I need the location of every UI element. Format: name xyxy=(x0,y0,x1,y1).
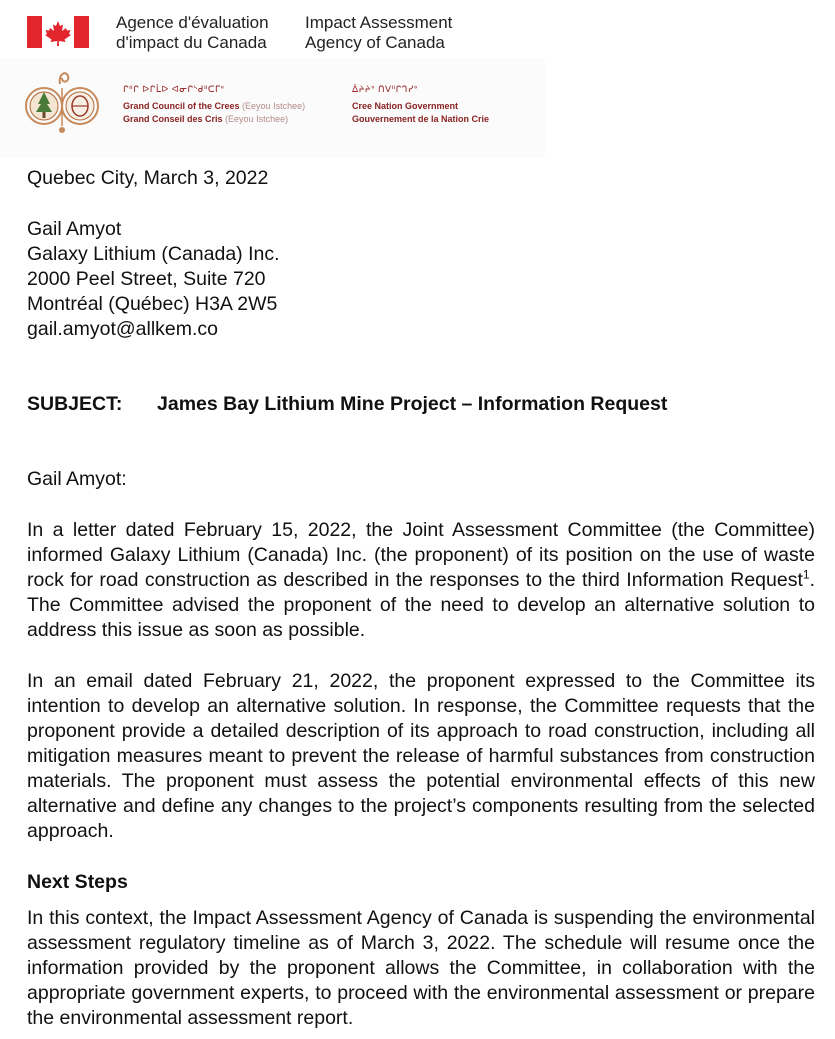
cree-council-english-text: Grand Council of the Crees xyxy=(123,101,240,111)
agency-fr-line1: Agence d'évaluation xyxy=(116,13,269,32)
paragraph-1-text: In a letter dated February 15, 2022, the Joint Assessment Committee (the Committee) informed Galaxy Lithium (Canada) Inc. (the proponent) of its position on the use of waste rock for road construction as described in the responses to the third Information Request xyxy=(27,519,815,591)
agency-name-english xyxy=(305,13,452,53)
cree-government-english: Cree Nation Government xyxy=(352,101,459,111)
subject-line xyxy=(27,392,667,417)
paragraph-1-text-cont: . The Committee advised the proponent of the need to develop an alternative solution to address this issue as soon as possible. xyxy=(27,569,815,641)
subject-text: James Bay Lithium Mine Project – Information Request xyxy=(157,393,668,415)
cree-council-english-paren: (Eeyou Istchee) xyxy=(242,101,306,111)
cree-syllabics-left: ᒋᐦᒋ ᐅᒋᒫᐅ ᐊᓂᒋᔅᑯᐦᑕᒥᐤ xyxy=(123,84,225,94)
recipient-email: gail.amyot@allkem.co xyxy=(27,318,219,340)
recipient-city: Montréal (Québec) H3A 2W5 xyxy=(27,293,278,315)
paragraph-2: In an email dated February 21, 2022, the proponent expressed to the Committee its intention to develop an alternative solution. In response, the Committee requests that the proponent provide a detailed description of its approach to road construction, including all mitigation measures meant to prevent the release of harmful substances from construction materials. The proponent must assess the potential environmental effects of this new alternative and define any changes to the project’s components resulting from the selected approach. xyxy=(27,670,815,842)
canada-flag-icon xyxy=(27,16,89,48)
footnote-reference: 1 xyxy=(802,567,810,582)
cree-council-french xyxy=(123,113,288,126)
recipient-name: Gail Amyot xyxy=(27,218,122,240)
paragraph-1 xyxy=(27,518,815,643)
cree-council-english xyxy=(123,100,305,113)
recipient-street: 2000 Peel Street, Suite 720 xyxy=(27,268,266,290)
next-steps-heading: Next Steps xyxy=(27,871,128,893)
cree-syllabics-right: ᐄᔨᔨᐤ ᑎᐯᐦᒋᒉᓯᐤ xyxy=(352,84,418,94)
agency-fr-line2: d'impact du Canada xyxy=(116,33,267,52)
salutation: Gail Amyot: xyxy=(27,468,127,490)
grand-council-crees-emblem-icon xyxy=(22,64,102,142)
agency-name-french xyxy=(116,13,269,53)
cree-council-french-paren: (Eeyou Istchee) xyxy=(225,114,289,124)
subject-label: SUBJECT: xyxy=(27,393,123,415)
cree-government-french: Gouvernement de la Nation Crie xyxy=(352,114,490,124)
agency-en-line2: Agency of Canada xyxy=(305,33,445,52)
recipient-address-block xyxy=(27,217,280,342)
letter-date: Quebec City, March 3, 2022 xyxy=(27,167,269,189)
recipient-company: Galaxy Lithium (Canada) Inc. xyxy=(27,243,280,265)
paragraph-3: In this context, the Impact Assessment Agency of Canada is suspending the environmental assessment regulatory timeline as of March 3, 2022. The schedule will resume once the information provided by the proponent allows the Committee, in collaboration with the appropriate government experts, to proceed with the environmental assessment or prepare the environmental assessment report. xyxy=(27,907,815,1029)
cree-council-french-text: Grand Conseil des Cris xyxy=(123,114,223,124)
agency-en-line1: Impact Assessment xyxy=(305,13,453,32)
